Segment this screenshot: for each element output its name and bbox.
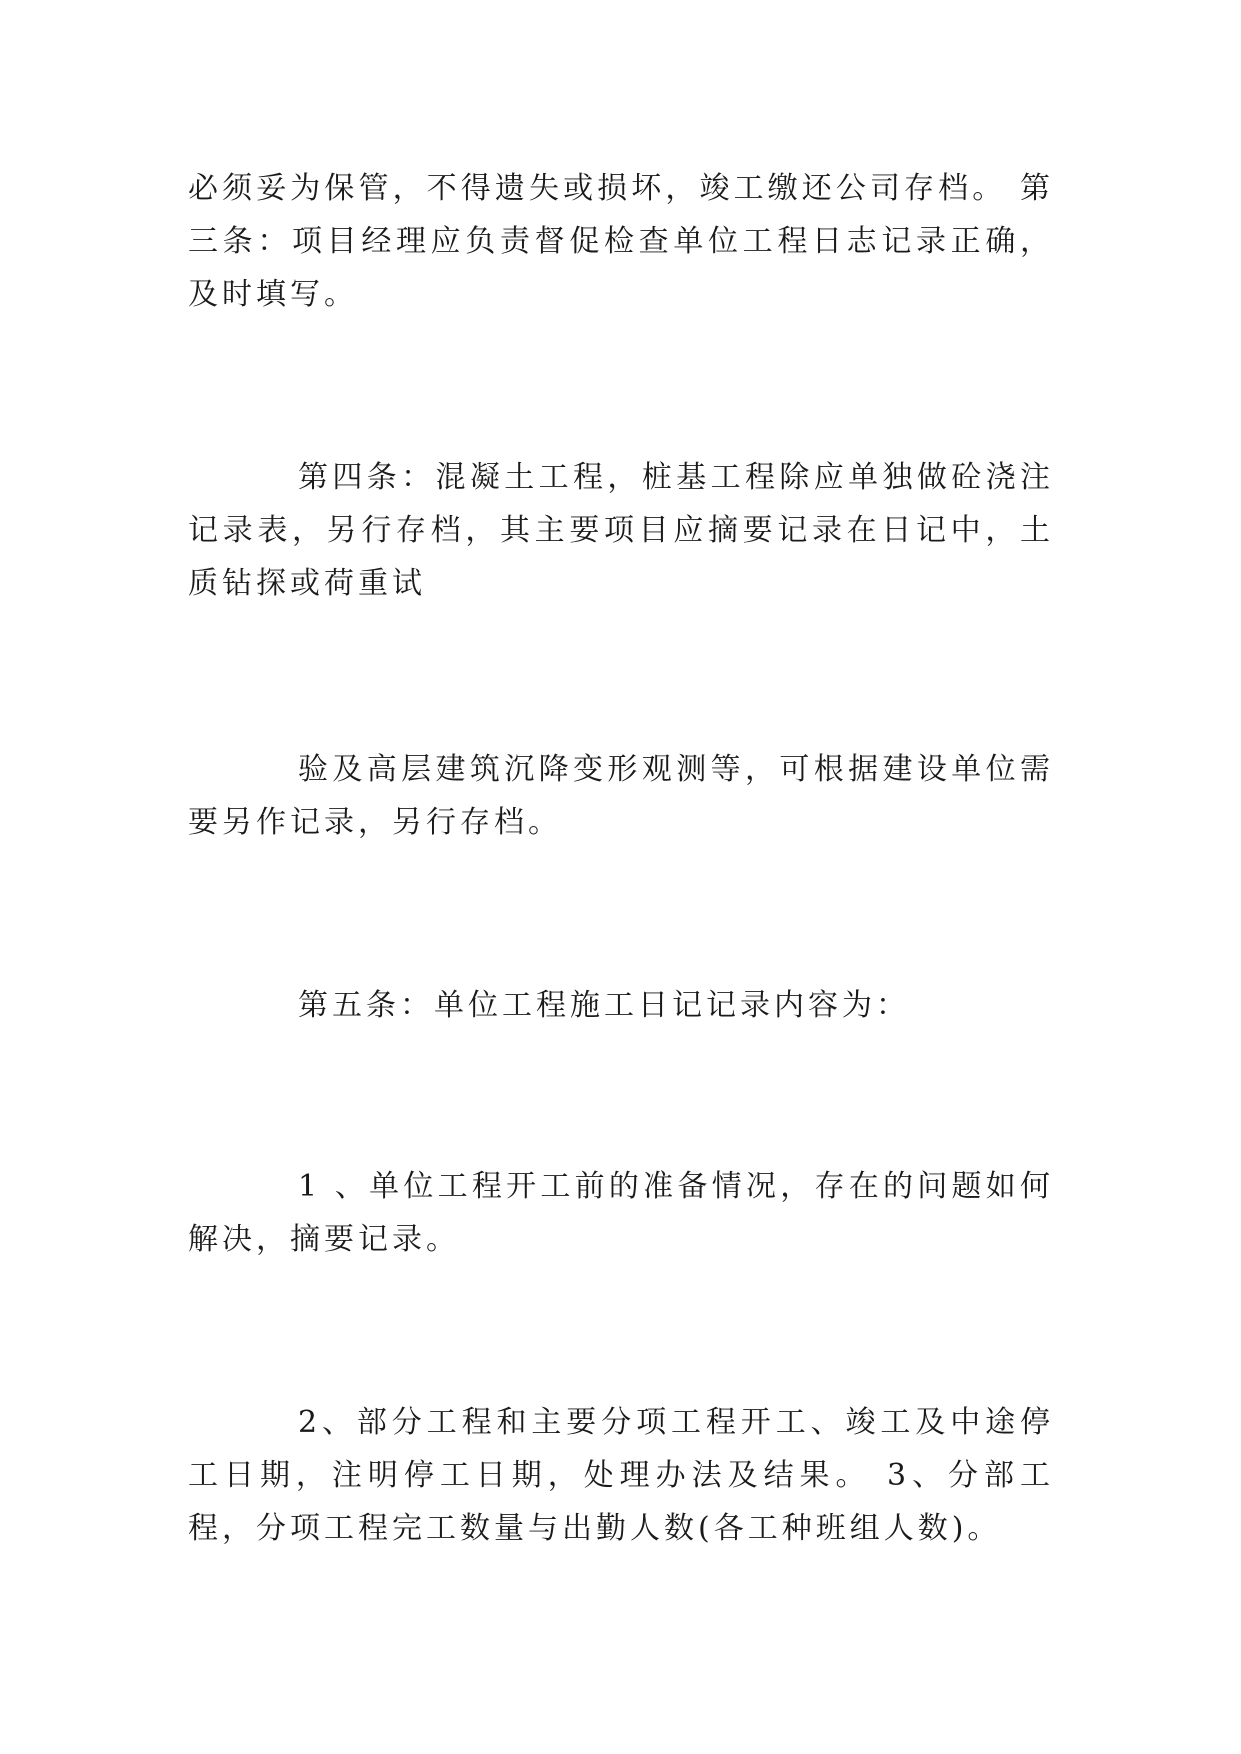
- paragraph-article-3-continued: 必须妥为保管，不得遗失或损坏，竣工缴还公司存档。 第三条：项目经理应负责督促检查单位工程日志记录正确，及时填写。: [188, 171, 1054, 312]
- paragraph-article-4-continued: 验及高层建筑沉降变形观测等，可根据建设单位需要另作记录，另行存档。: [188, 752, 1054, 840]
- list-item-2-3: 2、部分工程和主要分项工程开工、竣工及中途停工日期，注明停工日期，处理办法及结果。 3、分部工程，分项工程完工数量与出勤人数(各工种班组人数)。: [188, 1405, 1054, 1546]
- list-item-1: 1 、单位工程开工前的准备情况，存在的问题如何解决，摘要记录。: [188, 1169, 1054, 1257]
- paragraph-article-4: 第四条：混凝土工程，桩基工程除应单独做砼浇注记录表，另行存档，其主要项目应摘要记录在日记中，土质钻探或荷重试: [188, 460, 1054, 601]
- paragraph-article-5: 第五条：单位工程施工日记记录内容为：: [298, 988, 910, 1023]
